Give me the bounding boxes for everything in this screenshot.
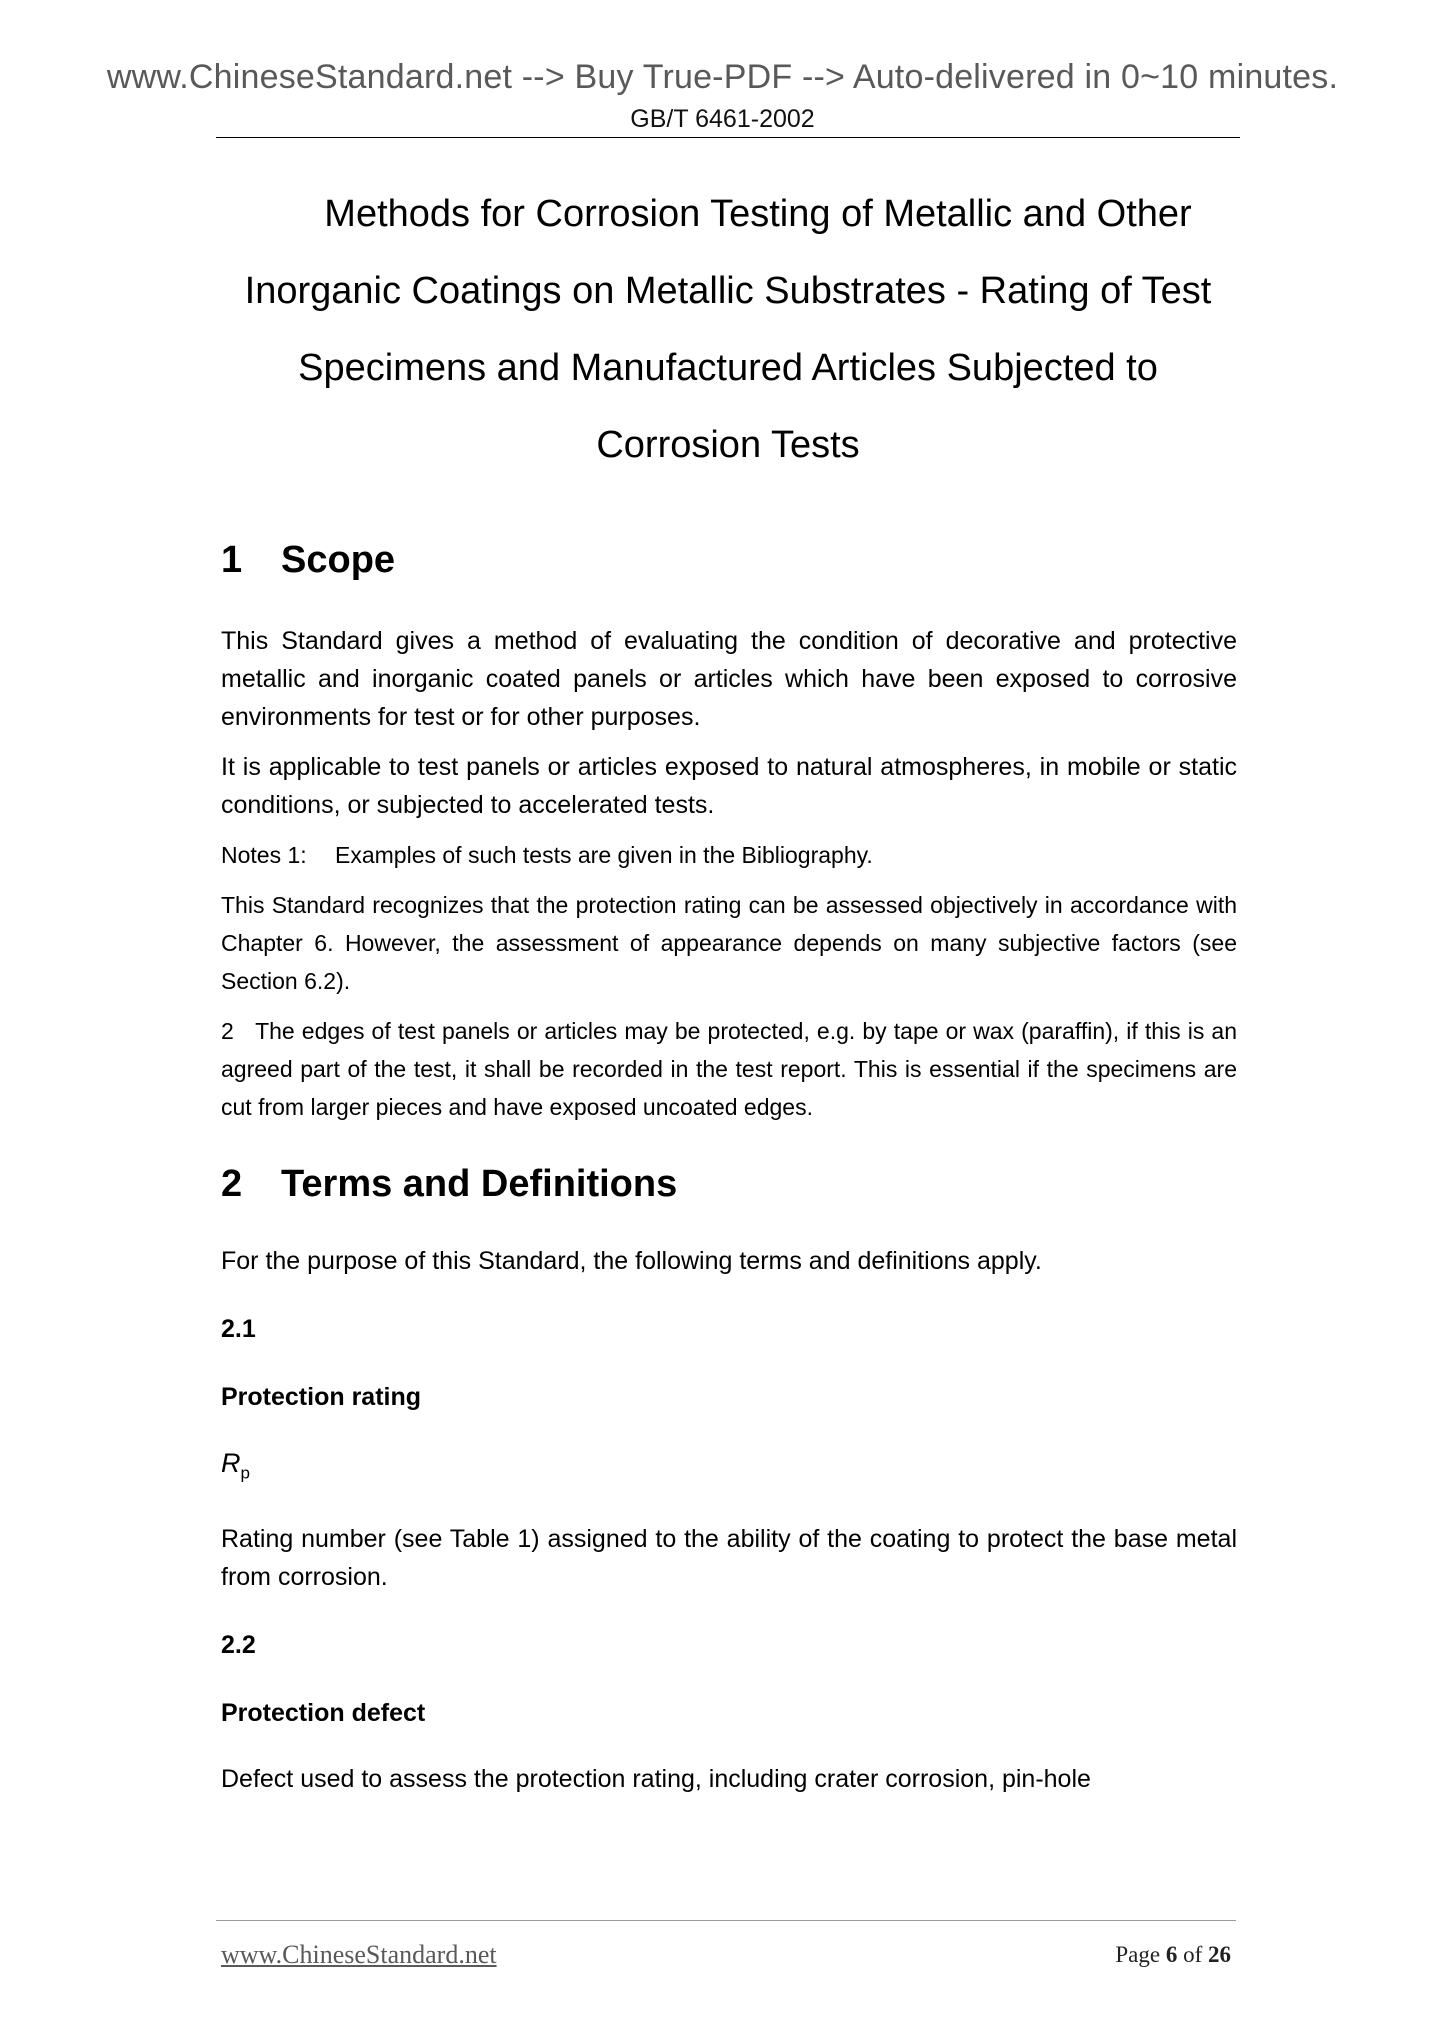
term-name: Protection defect <box>221 1699 426 1728</box>
note-1-label: Notes 1: <box>221 842 307 868</box>
section-title: Scope <box>281 539 396 581</box>
site-banner[interactable]: www.ChineseStandard.net --> Buy True-PDF --> Auto-delivered in 0~10 minutes. <box>106 58 1339 96</box>
section-heading-terms <box>221 1144 1237 1224</box>
title-line-1: Methods for Corrosion Testing of Metallic and Other <box>324 193 1192 235</box>
note-2 <box>221 1012 1237 1126</box>
page-number <box>1115 1942 1231 1968</box>
scope-paragraph-2: It is applicable to test panels or articles exposed to natural atmospheres, in mobile or static conditions, or subjected to accelerated tests. <box>221 753 1237 819</box>
terms-intro: For the purpose of this Standard, the following terms and definitions apply. <box>221 1247 1042 1275</box>
section-number: 1 <box>221 539 243 581</box>
section-number: 2 <box>221 1163 243 1205</box>
term-symbol-subscript: p <box>240 1463 250 1483</box>
note-1 <box>221 836 1237 874</box>
title-line-4: Corrosion Tests <box>596 424 860 466</box>
term-number: 2.1 <box>221 1315 256 1343</box>
document-title <box>216 176 1240 484</box>
page-current: 6 <box>1165 1942 1178 1967</box>
scope-paragraph-1: This Standard gives a method of evaluating the condition of decorative and protective metallic and inorganic coated panels or articles which have been exposed to corrosive environments for test or for other purposes. <box>221 627 1237 731</box>
term-definition: Rating number (see Table 1) assigned to the ability of the coating to protect the base metal from corrosion. <box>221 1525 1237 1592</box>
page-of: of <box>1183 1942 1203 1967</box>
footer-divider <box>216 1920 1236 1921</box>
term-name: Protection rating <box>221 1383 422 1411</box>
term-definition: Defect used to assess the protection rating, including crater corrosion, pin-hole <box>221 1765 1091 1794</box>
term-symbol <box>221 1444 1237 1492</box>
term-number: 2.2 <box>221 1631 256 1660</box>
header-divider <box>216 137 1240 138</box>
section-title: Terms and Definitions <box>281 1163 678 1205</box>
footer-site-link[interactable]: www.ChineseStandard.net <box>221 1940 497 1969</box>
note-1-text: Examples of such tests are given in the Bibliography. <box>335 842 873 868</box>
section-heading-scope <box>221 520 1237 600</box>
term-symbol-letter: R <box>221 1448 241 1478</box>
note-2-label: 2 <box>221 1018 234 1044</box>
document-body <box>221 520 1237 1798</box>
page-total: 26 <box>1208 1942 1231 1967</box>
title-line-2: Inorganic Coatings on Metallic Substrates - Rating of Test <box>244 270 1212 312</box>
document-code: GB/T 6461-2002 <box>630 105 815 133</box>
title-line-3: Specimens and Manufactured Articles Subjected to <box>298 347 1158 389</box>
scope-paragraph-3: This Standard recognizes that the protection rating can be assessed objectively in accordance with Chapter 6. However, the assessment of appearance depends on many subjective factors (see Section 6.2). <box>221 892 1237 994</box>
note-2-text: The edges of test panels or articles may be protected, e.g. by tape or wax (paraffin), if this is an agreed part of the test, it shall be recorded in the test report. This is essential if the specimens are cut from larger pieces and have exposed uncoated edges. <box>221 1018 1237 1120</box>
page-word: Page <box>1115 1942 1161 1967</box>
